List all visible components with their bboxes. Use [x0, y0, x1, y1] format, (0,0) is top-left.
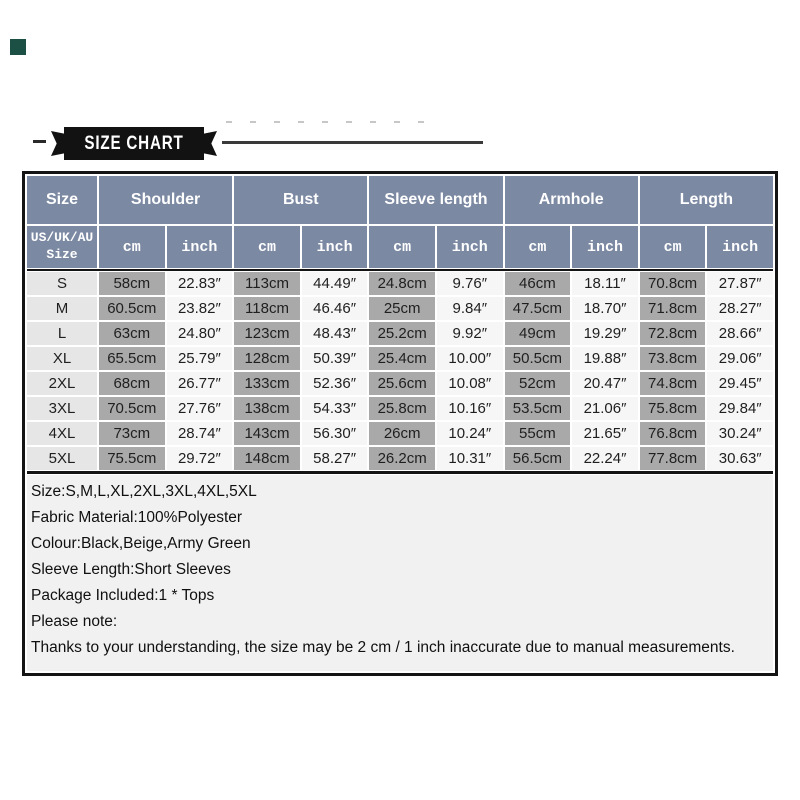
- inch-cell: 21.65″: [572, 422, 638, 445]
- cm-cell: 25.6cm: [369, 372, 435, 395]
- inch-cell: 21.06″: [572, 397, 638, 420]
- note-line: Size:S,M,L,XL,2XL,3XL,4XL,5XL: [31, 483, 257, 500]
- size-cell: 4XL: [27, 422, 97, 445]
- unit-cm-cell: cm: [505, 226, 571, 268]
- inch-cell: 54.33″: [302, 397, 368, 420]
- note-line: Sleeve Length:Short Sleeves: [31, 561, 231, 578]
- inch-cell: 18.70″: [572, 297, 638, 320]
- cm-cell: 25.2cm: [369, 322, 435, 345]
- cm-cell: 133cm: [234, 372, 300, 395]
- inch-cell: 10.24″: [437, 422, 503, 445]
- cm-cell: 56.5cm: [505, 447, 571, 470]
- unit-inch-cell: inch: [302, 226, 368, 268]
- unit-inch-cell: inch: [167, 226, 233, 268]
- unit-cm-cell: cm: [369, 226, 435, 268]
- inch-cell: 26.77″: [167, 372, 233, 395]
- corner-header-cell: Size: [27, 176, 97, 224]
- sub-corner-cell: US/UK/AU Size: [27, 226, 97, 268]
- cm-cell: 75.5cm: [99, 447, 165, 470]
- note-line: Package Included:1 * Tops: [31, 587, 215, 604]
- inch-cell: 28.66″: [707, 322, 773, 345]
- cm-cell: 75.8cm: [640, 397, 706, 420]
- inch-cell: 29.45″: [707, 372, 773, 395]
- cm-cell: 77.8cm: [640, 447, 706, 470]
- solid-divider: [222, 141, 483, 144]
- cm-cell: 118cm: [234, 297, 300, 320]
- group-header-cell: Bust: [234, 176, 367, 224]
- cm-cell: 47.5cm: [505, 297, 571, 320]
- cm-cell: 74.8cm: [640, 372, 706, 395]
- cm-cell: 53.5cm: [505, 397, 571, 420]
- header-divider: [27, 269, 773, 271]
- inch-cell: 58.27″: [302, 447, 368, 470]
- size-chart-ribbon: [64, 127, 204, 160]
- dotted-divider: [226, 121, 440, 123]
- size-chart-table: [22, 171, 778, 676]
- inch-cell: 29.84″: [707, 397, 773, 420]
- group-header-cell: Armhole: [505, 176, 638, 224]
- inch-cell: 10.31″: [437, 447, 503, 470]
- cm-cell: 148cm: [234, 447, 300, 470]
- cm-cell: 25.8cm: [369, 397, 435, 420]
- inch-cell: 52.36″: [302, 372, 368, 395]
- cm-cell: 143cm: [234, 422, 300, 445]
- inch-cell: 22.24″: [572, 447, 638, 470]
- ribbon-left-tail-icon: [51, 131, 66, 156]
- unit-inch-cell: inch: [707, 226, 773, 268]
- cm-cell: 71.8cm: [640, 297, 706, 320]
- cm-cell: 73cm: [99, 422, 165, 445]
- note-line: Please note:: [31, 613, 118, 630]
- cm-cell: 26cm: [369, 422, 435, 445]
- cm-cell: 50.5cm: [505, 347, 571, 370]
- inch-cell: 28.74″: [167, 422, 233, 445]
- size-cell: 5XL: [27, 447, 97, 470]
- cm-cell: 63cm: [99, 322, 165, 345]
- inch-cell: 10.00″: [437, 347, 503, 370]
- inch-cell: 30.24″: [707, 422, 773, 445]
- unit-cm-cell: cm: [640, 226, 706, 268]
- banner-title: SIZE CHART: [84, 132, 184, 154]
- unit-cm-cell: cm: [99, 226, 165, 268]
- inch-cell: 29.06″: [707, 347, 773, 370]
- body-divider: [27, 471, 773, 474]
- inch-cell: 28.27″: [707, 297, 773, 320]
- inch-cell: 18.11″: [572, 272, 638, 295]
- size-cell: M: [27, 297, 97, 320]
- cm-cell: 138cm: [234, 397, 300, 420]
- inch-cell: 10.08″: [437, 372, 503, 395]
- inch-cell: 23.82″: [167, 297, 233, 320]
- note-line: Thanks to your understanding, the size may be 2 cm / 1 inch inaccurate due to manual measurements.: [31, 639, 735, 656]
- inch-cell: 19.29″: [572, 322, 638, 345]
- cm-cell: 46cm: [505, 272, 571, 295]
- banner-left-dash: [33, 140, 46, 143]
- inch-cell: 9.76″: [437, 272, 503, 295]
- unit-inch-cell: inch: [572, 226, 638, 268]
- table-header: [27, 176, 773, 268]
- group-header-cell: Length: [640, 176, 773, 224]
- inch-cell: 56.30″: [302, 422, 368, 445]
- unit-cm-cell: cm: [234, 226, 300, 268]
- ribbon-right-tail-icon: [202, 131, 217, 156]
- size-cell: XL: [27, 347, 97, 370]
- cm-cell: 72.8cm: [640, 322, 706, 345]
- cm-cell: 113cm: [234, 272, 300, 295]
- group-header-cell: Shoulder: [99, 176, 232, 224]
- brand-logo-square: [10, 39, 26, 55]
- size-cell: L: [27, 322, 97, 345]
- inch-cell: 22.83″: [167, 272, 233, 295]
- cm-cell: 76.8cm: [640, 422, 706, 445]
- cm-cell: 25cm: [369, 297, 435, 320]
- cm-cell: 128cm: [234, 347, 300, 370]
- inch-cell: 46.46″: [302, 297, 368, 320]
- cm-cell: 26.2cm: [369, 447, 435, 470]
- inch-cell: 9.84″: [437, 297, 503, 320]
- cm-cell: 65.5cm: [99, 347, 165, 370]
- inch-cell: 20.47″: [572, 372, 638, 395]
- cm-cell: 58cm: [99, 272, 165, 295]
- cm-cell: 49cm: [505, 322, 571, 345]
- inch-cell: 44.49″: [302, 272, 368, 295]
- inch-cell: 50.39″: [302, 347, 368, 370]
- cm-cell: 123cm: [234, 322, 300, 345]
- cm-cell: 60.5cm: [99, 297, 165, 320]
- cm-cell: 25.4cm: [369, 347, 435, 370]
- cm-cell: 73.8cm: [640, 347, 706, 370]
- cm-cell: 55cm: [505, 422, 571, 445]
- inch-cell: 27.76″: [167, 397, 233, 420]
- size-cell: 2XL: [27, 372, 97, 395]
- inch-cell: 30.63″: [707, 447, 773, 470]
- inch-cell: 19.88″: [572, 347, 638, 370]
- note-line: Colour:Black,Beige,Army Green: [31, 535, 251, 552]
- unit-inch-cell: inch: [437, 226, 503, 268]
- cm-cell: 70.5cm: [99, 397, 165, 420]
- inch-cell: 27.87″: [707, 272, 773, 295]
- inch-cell: 48.43″: [302, 322, 368, 345]
- cm-cell: 52cm: [505, 372, 571, 395]
- product-notes: [27, 475, 773, 671]
- inch-cell: 24.80″: [167, 322, 233, 345]
- cm-cell: 70.8cm: [640, 272, 706, 295]
- inch-cell: 9.92″: [437, 322, 503, 345]
- size-cell: S: [27, 272, 97, 295]
- note-line: Fabric Material:100%Polyester: [31, 509, 243, 526]
- cm-cell: 24.8cm: [369, 272, 435, 295]
- group-header-cell: Sleeve length: [369, 176, 502, 224]
- inch-cell: 25.79″: [167, 347, 233, 370]
- cm-cell: 68cm: [99, 372, 165, 395]
- inch-cell: 10.16″: [437, 397, 503, 420]
- table-body: [27, 272, 773, 470]
- size-cell: 3XL: [27, 397, 97, 420]
- inch-cell: 29.72″: [167, 447, 233, 470]
